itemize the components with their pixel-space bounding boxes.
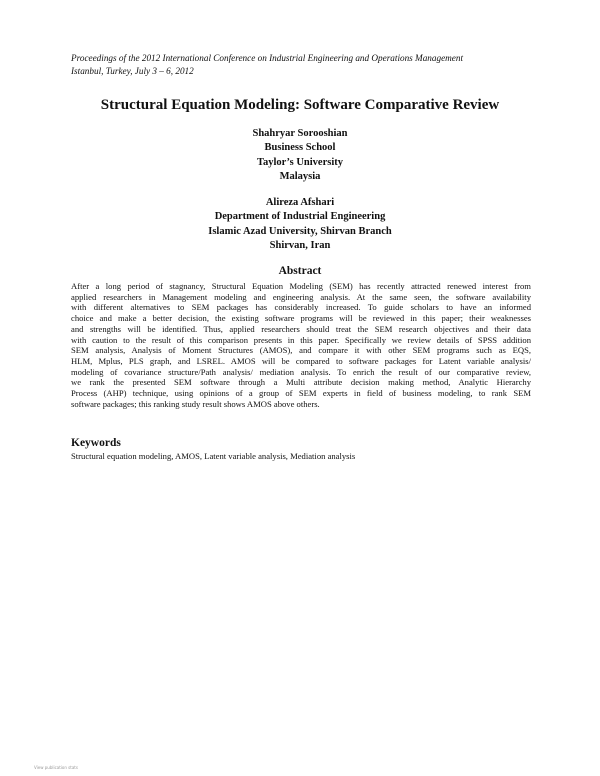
abstract-line: After a long period of stagnancy, Structural Equation Modeling (SEM) has recently attracted renewed interest from	[71, 281, 531, 291]
abstract-line: applied researchers in Management modeling and engineering analysis. At the same seen, the software availability	[71, 291, 531, 302]
view-publication-stats-link[interactable]: View publication stats	[34, 765, 78, 770]
author-block-1	[0, 127, 600, 185]
author-affiliation-line: Shirvan, Iran	[269, 240, 331, 252]
keywords-heading: Keywords	[71, 437, 121, 449]
proceedings-line-2: Istanbul, Turkey, July 3 – 6, 2012	[71, 65, 194, 76]
abstract-line: choice and make a better decision, the existing software programs will be reviewed in this paper; their weaknesses	[71, 313, 531, 324]
abstract-line: with caution to the result of this comparison presents in this paper. Specifically we review details of SPSS addition	[71, 334, 531, 345]
abstract-line: HLM, Mplus, PLS graph, and LSREL. AMOS will be compared to software packages for Latent variable analysis/	[71, 355, 531, 366]
author-affiliation-line: Islamic Azad University, Shirvan Branch	[208, 225, 392, 237]
author-affiliation-line: Department of Industrial Engineering	[214, 211, 386, 223]
author-block-2	[0, 196, 600, 254]
author-affiliation-line: Business School	[264, 142, 336, 154]
abstract-line: we rank the presented SEM software through a Multi attribute decision making method, Analytic Hierarchy	[71, 377, 531, 388]
abstract-line: Process (AHP) technique, using opinions of a group of SEM experts in field of business modeling, to rank SEM	[71, 388, 531, 399]
abstract-line: SEM analysis, Analysis of Moment Structures (AMOS), and compare it with other SEM programs such as EQS,	[71, 345, 531, 356]
keywords-text: Structural equation modeling, AMOS, Latent variable analysis, Mediation analysis	[71, 451, 356, 461]
abstract-heading: Abstract	[278, 265, 322, 277]
author-affiliation-line: Malaysia	[279, 171, 321, 183]
author-name: Shahryar Sorooshian	[252, 128, 348, 139]
abstract-line: with different alternatives to SEM packages has considerably increased. To guide scholars to have an informed	[71, 302, 531, 313]
author-name: Alireza Afshari	[265, 197, 335, 208]
abstract-line: software packages; this ranking study result shows AMOS above others.	[71, 398, 320, 409]
abstract-body	[71, 281, 531, 409]
author-affiliation-line: Taylor’s University	[256, 156, 344, 168]
proceedings-line-1: Proceedings of the 2012 International Conference on Industrial Engineering and Operations Management	[71, 53, 464, 63]
paper-title: Structural Equation Modeling: Software Comparative Review	[100, 97, 500, 113]
abstract-line: and strengths will be identified. Thus, applied researchers should treat the SEM research objectives and their data	[71, 323, 531, 334]
proceedings-header	[71, 52, 531, 77]
abstract-line: modeling of covariance structure/Path analysis/ mediation analysis. To enrich the result of our comparative review,	[71, 366, 531, 377]
